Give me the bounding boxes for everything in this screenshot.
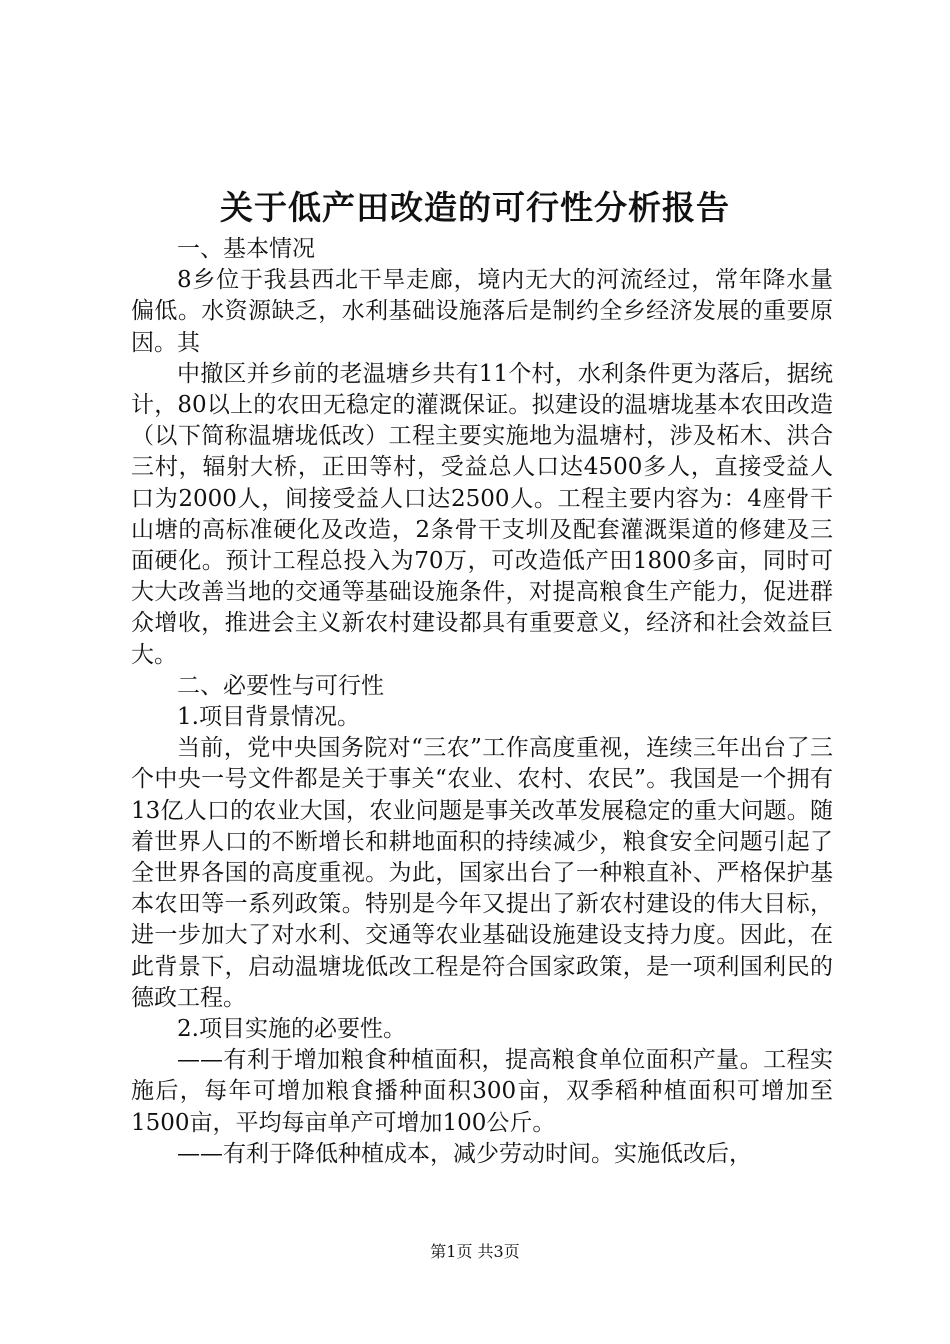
section-heading-basic: 一、基本情况 xyxy=(177,236,315,262)
paragraph: 中撤区并乡前的老温塘乡共有11个村，水利条件更为落后，据统计，80以上的农田无稳定的灌溉保证。拟建设的温塘垅基本农田改造（以下简称温塘垅低改）工程主要实施地为温塘村，涉及柘木、洪合三村，辐射大桥，正田等村，受益总人口达4500多人，直接受益人口为2000人，间接受益人口达2500人。工程主要内容为：4座骨干山塘的高标准硬化及改造，2条骨干支圳及配套灌溉渠道的修建及三面硬化。预计工程总投入为70万，可改造低产田1800多亩，同时可大大改善当地的交通等基础设施条件，对提高粮食生产能力，促进群众增收，推进会主义新农村建设都具有重要意义，经济和社会效益巨大。 xyxy=(131,360,833,668)
page-footer: 第1页 共3页 xyxy=(430,1242,520,1261)
section-heading-necessity: 二、必要性与可行性 xyxy=(177,672,384,699)
subheading-background: 1.项目背景情况。 xyxy=(177,704,360,731)
document-body xyxy=(131,234,833,1170)
paragraph: 8乡位于我县西北干旱走廊，境内无大的河流经过，常年降水量偏低。水资源缺乏，水利基础设施落后是制约全乡经济发展的重要原因。其 xyxy=(131,267,833,356)
paragraph: 当前，党中央国务院对“三农”工作高度重视，连续三年出台了三个中央一号文件都是关于事关“农业、农村、农民”。我国是一个拥有13亿人口的农业大国，农业问题是事关改革发展稳定的重大问题。随着世界人口的不断增长和耕地面积的持续减少，粮食安全问题引起了全世界各国的高度重视。为此，国家出台了一种粮直补、严格保护基本农田等一系列政策。特别是今年又提出了新农村建设的伟大目标，进一步加大了对水利、交通等农业基础设施建设支持力度。因此，在此背景下，启动温塘垅低改工程是符合国家政策，是一项利国利民的德政工程。 xyxy=(131,735,833,1011)
paragraph: ——有利于降低种植成本，减少劳动时间。实施低改后， xyxy=(177,1140,752,1167)
subheading-necessity: 2.项目实施的必要性。 xyxy=(177,1016,406,1043)
document-title: 关于低产田改造的可行性分析报告 xyxy=(220,188,730,227)
paragraph: ——有利于增加粮食种植面积，提高粮食单位面积产量。工程实施后，每年可增加粮食播种面积300亩，双季稻种植面积可增加至1500亩，平均每亩单产可增加100公斤。 xyxy=(131,1047,833,1136)
